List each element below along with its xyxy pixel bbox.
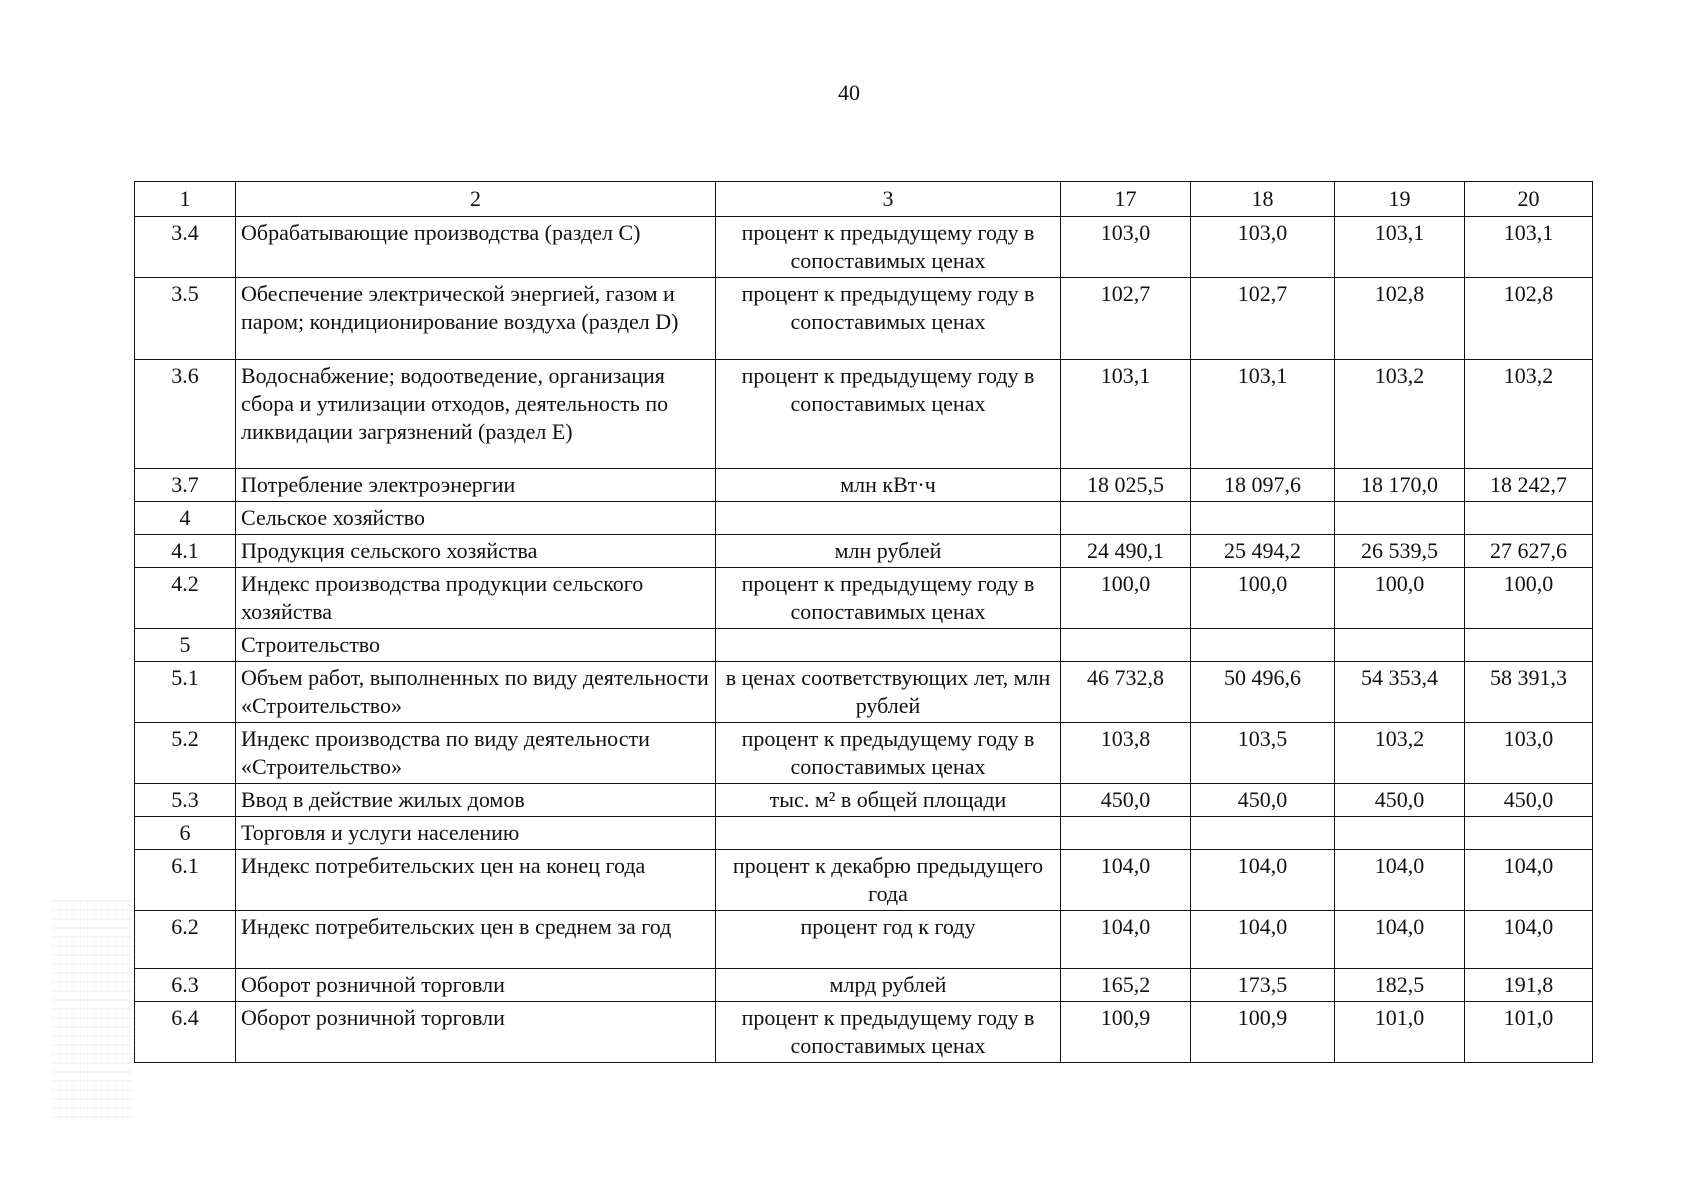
- cell-value-20: [1465, 502, 1593, 535]
- cell-number: 6.4: [135, 1002, 236, 1063]
- forecast-table-container: [134, 181, 1592, 1063]
- header-row: [135, 182, 1593, 217]
- cell-number: 6.2: [135, 911, 236, 969]
- cell-value-19: [1335, 629, 1465, 662]
- cell-value-18: 100,0: [1191, 568, 1335, 629]
- table-row: [135, 360, 1593, 469]
- cell-value-19: 26 539,5: [1335, 535, 1465, 568]
- table-row: [135, 469, 1593, 502]
- cell-number: 4: [135, 502, 236, 535]
- cell-value-19: 100,0: [1335, 568, 1465, 629]
- cell-value-19: [1335, 502, 1465, 535]
- cell-value-17: 450,0: [1061, 784, 1191, 817]
- table-header: [135, 182, 1593, 217]
- header-col-17: 17: [1061, 182, 1191, 217]
- cell-number: 3.6: [135, 360, 236, 469]
- cell-value-20: 27 627,6: [1465, 535, 1593, 568]
- cell-value-17: [1061, 502, 1191, 535]
- cell-indicator: Индекс потребительских цен на конец года: [236, 850, 716, 911]
- cell-indicator: Оборот розничной торговли: [236, 969, 716, 1002]
- cell-value-20: [1465, 629, 1593, 662]
- cell-value-18: [1191, 629, 1335, 662]
- table-row: [135, 723, 1593, 784]
- cell-indicator: Индекс производства по виду деятельности «Строительство»: [236, 723, 716, 784]
- cell-value-18: [1191, 502, 1335, 535]
- table-row: [135, 969, 1593, 1002]
- cell-unit: млн кВт·ч: [716, 469, 1061, 502]
- table-body: [135, 217, 1593, 1063]
- cell-number: 4.2: [135, 568, 236, 629]
- cell-value-18: 25 494,2: [1191, 535, 1335, 568]
- cell-unit: млрд рублей: [716, 969, 1061, 1002]
- cell-value-20: 58 391,3: [1465, 662, 1593, 723]
- cell-unit: процент к предыдущему году в сопоставимых ценах: [716, 723, 1061, 784]
- cell-value-19: 104,0: [1335, 850, 1465, 911]
- header-col-1: 1: [135, 182, 236, 217]
- cell-unit: млн рублей: [716, 535, 1061, 568]
- cell-value-20: 104,0: [1465, 911, 1593, 969]
- cell-value-17: 104,0: [1061, 850, 1191, 911]
- cell-value-20: 101,0: [1465, 1002, 1593, 1063]
- cell-indicator: Ввод в действие жилых домов: [236, 784, 716, 817]
- table-row: [135, 662, 1593, 723]
- cell-number: 6.3: [135, 969, 236, 1002]
- cell-indicator: Индекс производства продукции сельского хозяйства: [236, 568, 716, 629]
- cell-value-17: 103,8: [1061, 723, 1191, 784]
- cell-value-18: 103,1: [1191, 360, 1335, 469]
- cell-value-18: 102,7: [1191, 278, 1335, 360]
- cell-number: 3.7: [135, 469, 236, 502]
- cell-unit: процент к предыдущему году в сопоставимых ценах: [716, 568, 1061, 629]
- cell-value-17: 46 732,8: [1061, 662, 1191, 723]
- cell-value-18: 18 097,6: [1191, 469, 1335, 502]
- cell-value-18: 100,9: [1191, 1002, 1335, 1063]
- cell-value-17: [1061, 629, 1191, 662]
- cell-number: 3.4: [135, 217, 236, 278]
- cell-value-17: 18 025,5: [1061, 469, 1191, 502]
- cell-number: 5.2: [135, 723, 236, 784]
- table-row: [135, 568, 1593, 629]
- cell-value-17: 100,0: [1061, 568, 1191, 629]
- table-row: [135, 784, 1593, 817]
- cell-unit: процент к предыдущему году в сопоставимых ценах: [716, 360, 1061, 469]
- cell-value-20: 450,0: [1465, 784, 1593, 817]
- cell-number: 3.5: [135, 278, 236, 360]
- cell-value-17: [1061, 817, 1191, 850]
- cell-value-19: 102,8: [1335, 278, 1465, 360]
- cell-unit: [716, 629, 1061, 662]
- cell-unit: [716, 502, 1061, 535]
- table-row: [135, 817, 1593, 850]
- cell-indicator: Оборот розничной торговли: [236, 1002, 716, 1063]
- cell-value-20: 103,1: [1465, 217, 1593, 278]
- cell-indicator: Торговля и услуги населению: [236, 817, 716, 850]
- table-row: [135, 502, 1593, 535]
- cell-value-18: 103,0: [1191, 217, 1335, 278]
- header-col-3: 3: [716, 182, 1061, 217]
- cell-unit: процент к предыдущему году в сопоставимых ценах: [716, 278, 1061, 360]
- cell-indicator: Обрабатывающие производства (раздел С): [236, 217, 716, 278]
- cell-unit: [716, 817, 1061, 850]
- cell-value-20: 103,0: [1465, 723, 1593, 784]
- cell-indicator: Водоснабжение; водоотведение, организация сбора и утилизации отходов, деятельность по ликвидации загрязнений (раздел Е): [236, 360, 716, 469]
- cell-number: 5.3: [135, 784, 236, 817]
- cell-indicator: Сельское хозяйство: [236, 502, 716, 535]
- cell-value-18: 103,5: [1191, 723, 1335, 784]
- cell-value-20: 103,2: [1465, 360, 1593, 469]
- table-row: [135, 850, 1593, 911]
- cell-unit: процент к декабрю предыдущего года: [716, 850, 1061, 911]
- cell-value-20: [1465, 817, 1593, 850]
- cell-value-17: 24 490,1: [1061, 535, 1191, 568]
- cell-value-19: 104,0: [1335, 911, 1465, 969]
- cell-unit: в ценах соответствующих лет, млн рублей: [716, 662, 1061, 723]
- cell-value-18: [1191, 817, 1335, 850]
- cell-value-17: 100,9: [1061, 1002, 1191, 1063]
- cell-value-17: 102,7: [1061, 278, 1191, 360]
- cell-value-17: 103,1: [1061, 360, 1191, 469]
- cell-value-20: 102,8: [1465, 278, 1593, 360]
- table-row: [135, 217, 1593, 278]
- cell-value-17: 103,0: [1061, 217, 1191, 278]
- cell-indicator: Потребление электроэнергии: [236, 469, 716, 502]
- cell-value-19: 182,5: [1335, 969, 1465, 1002]
- cell-value-19: 103,2: [1335, 360, 1465, 469]
- header-col-18: 18: [1191, 182, 1335, 217]
- cell-indicator: Объем работ, выполненных по виду деятельности «Строительство»: [236, 662, 716, 723]
- cell-value-18: 104,0: [1191, 850, 1335, 911]
- page-number: 40: [838, 80, 860, 105]
- table-row: [135, 1002, 1593, 1063]
- forecast-table: [134, 181, 1593, 1063]
- cell-number: 6: [135, 817, 236, 850]
- cell-value-20: 104,0: [1465, 850, 1593, 911]
- cell-indicator: Обеспечение электрической энергией, газом и паром; кондиционирование воздуха (раздел D): [236, 278, 716, 360]
- cell-value-20: 100,0: [1465, 568, 1593, 629]
- cell-value-19: 450,0: [1335, 784, 1465, 817]
- header-col-20: 20: [1465, 182, 1593, 217]
- cell-value-18: 50 496,6: [1191, 662, 1335, 723]
- table-row: [135, 278, 1593, 360]
- cell-value-19: [1335, 817, 1465, 850]
- cell-value-18: 450,0: [1191, 784, 1335, 817]
- cell-value-17: 165,2: [1061, 969, 1191, 1002]
- cell-unit: процент к предыдущему году в сопоставимых ценах: [716, 1002, 1061, 1063]
- cell-indicator: Индекс потребительских цен в среднем за год: [236, 911, 716, 969]
- cell-indicator: Строительство: [236, 629, 716, 662]
- header-col-19: 19: [1335, 182, 1465, 217]
- cell-number: 6.1: [135, 850, 236, 911]
- cell-value-19: 103,2: [1335, 723, 1465, 784]
- table-row: [135, 629, 1593, 662]
- cell-value-20: 18 242,7: [1465, 469, 1593, 502]
- cell-value-17: 104,0: [1061, 911, 1191, 969]
- cell-unit: процент год к году: [716, 911, 1061, 969]
- cell-value-19: 103,1: [1335, 217, 1465, 278]
- cell-value-18: 173,5: [1191, 969, 1335, 1002]
- cell-value-19: 54 353,4: [1335, 662, 1465, 723]
- cell-value-18: 104,0: [1191, 911, 1335, 969]
- cell-value-19: 18 170,0: [1335, 469, 1465, 502]
- cell-number: 5.1: [135, 662, 236, 723]
- cell-unit: процент к предыдущему году в сопоставимых ценах: [716, 217, 1061, 278]
- cell-unit: тыс. м² в общей площади: [716, 784, 1061, 817]
- cell-number: 5: [135, 629, 236, 662]
- table-row: [135, 911, 1593, 969]
- cell-number: 4.1: [135, 535, 236, 568]
- table-row: [135, 535, 1593, 568]
- cell-indicator: Продукция сельского хозяйства: [236, 535, 716, 568]
- cell-value-19: 101,0: [1335, 1002, 1465, 1063]
- scan-artifact: [52, 900, 132, 1120]
- cell-value-20: 191,8: [1465, 969, 1593, 1002]
- header-col-2: 2: [236, 182, 716, 217]
